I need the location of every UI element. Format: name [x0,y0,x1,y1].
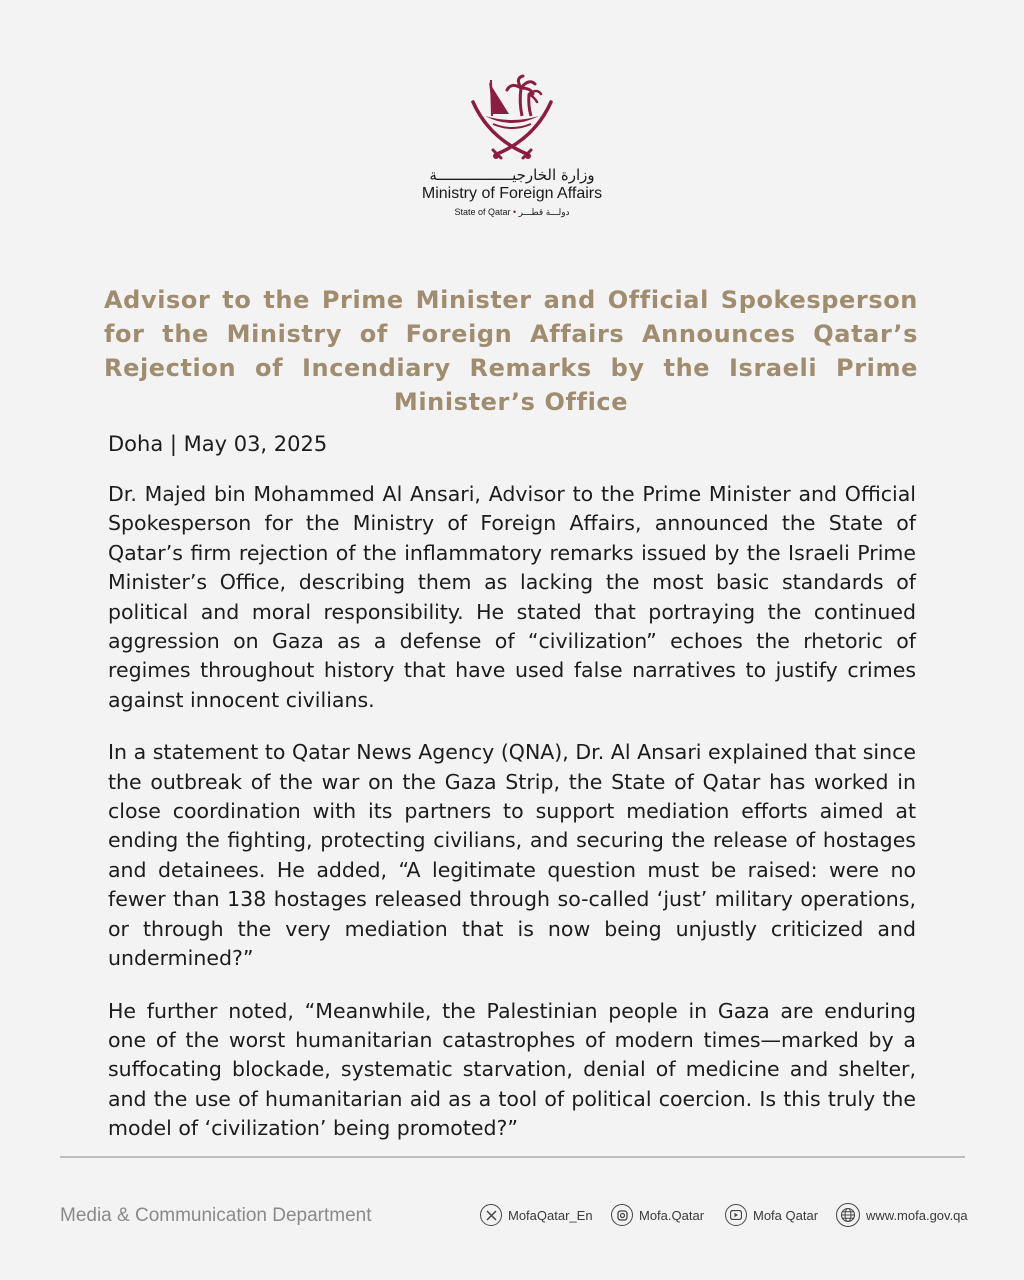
social-label-instagram: Mofa.Qatar [639,1207,705,1223]
department-name: Media & Communication Department [60,1205,372,1226]
state-name-arabic: دولـــة قطـــر [518,207,570,217]
social-link-instagram[interactable] [611,1202,704,1228]
press-release-body [108,428,916,1167]
body-paragraph-2: In a statement to Qatar News Agency (QNA), Dr. Al Ansari explained that since the outbreak of the war on the Gaza Strip, the State of Qatar has worked in close coordination with its partners to support mediation efforts aimed at ending the fighting, protecting civilians, and securing the release of hostages and detainees. He added, “A legitimate question must be raised: were no fewer than 138 hostages released through so-called ‘just’ military operations, or through the very mediation that is now being unjustly criticized and undermined?” [108,740,916,971]
state-name-english: State of Qatar [454,207,511,217]
youtube-icon [725,1204,747,1226]
press-release-title: Advisor to the Prime Minister and Official Spokesperson for the Ministry of Foreign Affairs Announces Qatar’s Rejection of Incendiary Remarks by the Israeli Prime Minister’s Office [104,286,918,416]
social-link-x[interactable] [480,1202,593,1228]
body-paragraph-3: He further noted, “Meanwhile, the Palestinian people in Gaza are enduring one of the worst humanitarian catastrophes of modern times—marked by a suffocating blockade, systematic starvation, denial of medicine and shelter, and the use of humanitarian aid as a tool of political coercion. Is this truly the model of ‘civilization’ being promoted?” [108,998,916,1141]
social-label-youtube: Mofa Qatar [753,1207,819,1223]
ministry-logo [0,70,1024,218]
qatar-emblem-icon [471,70,553,162]
globe-icon [836,1203,860,1227]
instagram-icon [611,1204,633,1226]
social-link-youtube[interactable] [725,1202,818,1228]
social-link-website[interactable] [836,1202,968,1228]
ministry-name-arabic: وزارة الخارجيـــــــــــــــــة [429,166,595,184]
social-label-website: www.mofa.gov.qa [866,1207,968,1223]
state-line [0,207,1024,218]
ministry-name-english: Ministry of Foreign Affairs [421,185,603,202]
social-links [480,1202,970,1228]
social-label-x: MofaQatar_En [508,1207,593,1223]
dateline: Doha | May 03, 2025 [108,432,328,456]
footer-divider [60,1156,965,1158]
body-paragraph-1: Dr. Majed bin Mohammed Al Ansari, Advisor to the Prime Minister and Official Spokesperson for the Ministry of Foreign Affairs, announced the State of Qatar’s firm rejection of the inflammatory remarks issued by the Israeli Prime Minister’s Office, describing them as lacking the most basic standards of political and moral responsibility. He stated that portraying the continued aggression on Gaza as a defense of “civilization” echoes the rhetoric of regimes throughout history that have used false narratives to justify crimes against innocent civilians. [108,482,916,712]
x-icon [480,1204,502,1226]
separator-dot-icon: • [512,207,517,217]
